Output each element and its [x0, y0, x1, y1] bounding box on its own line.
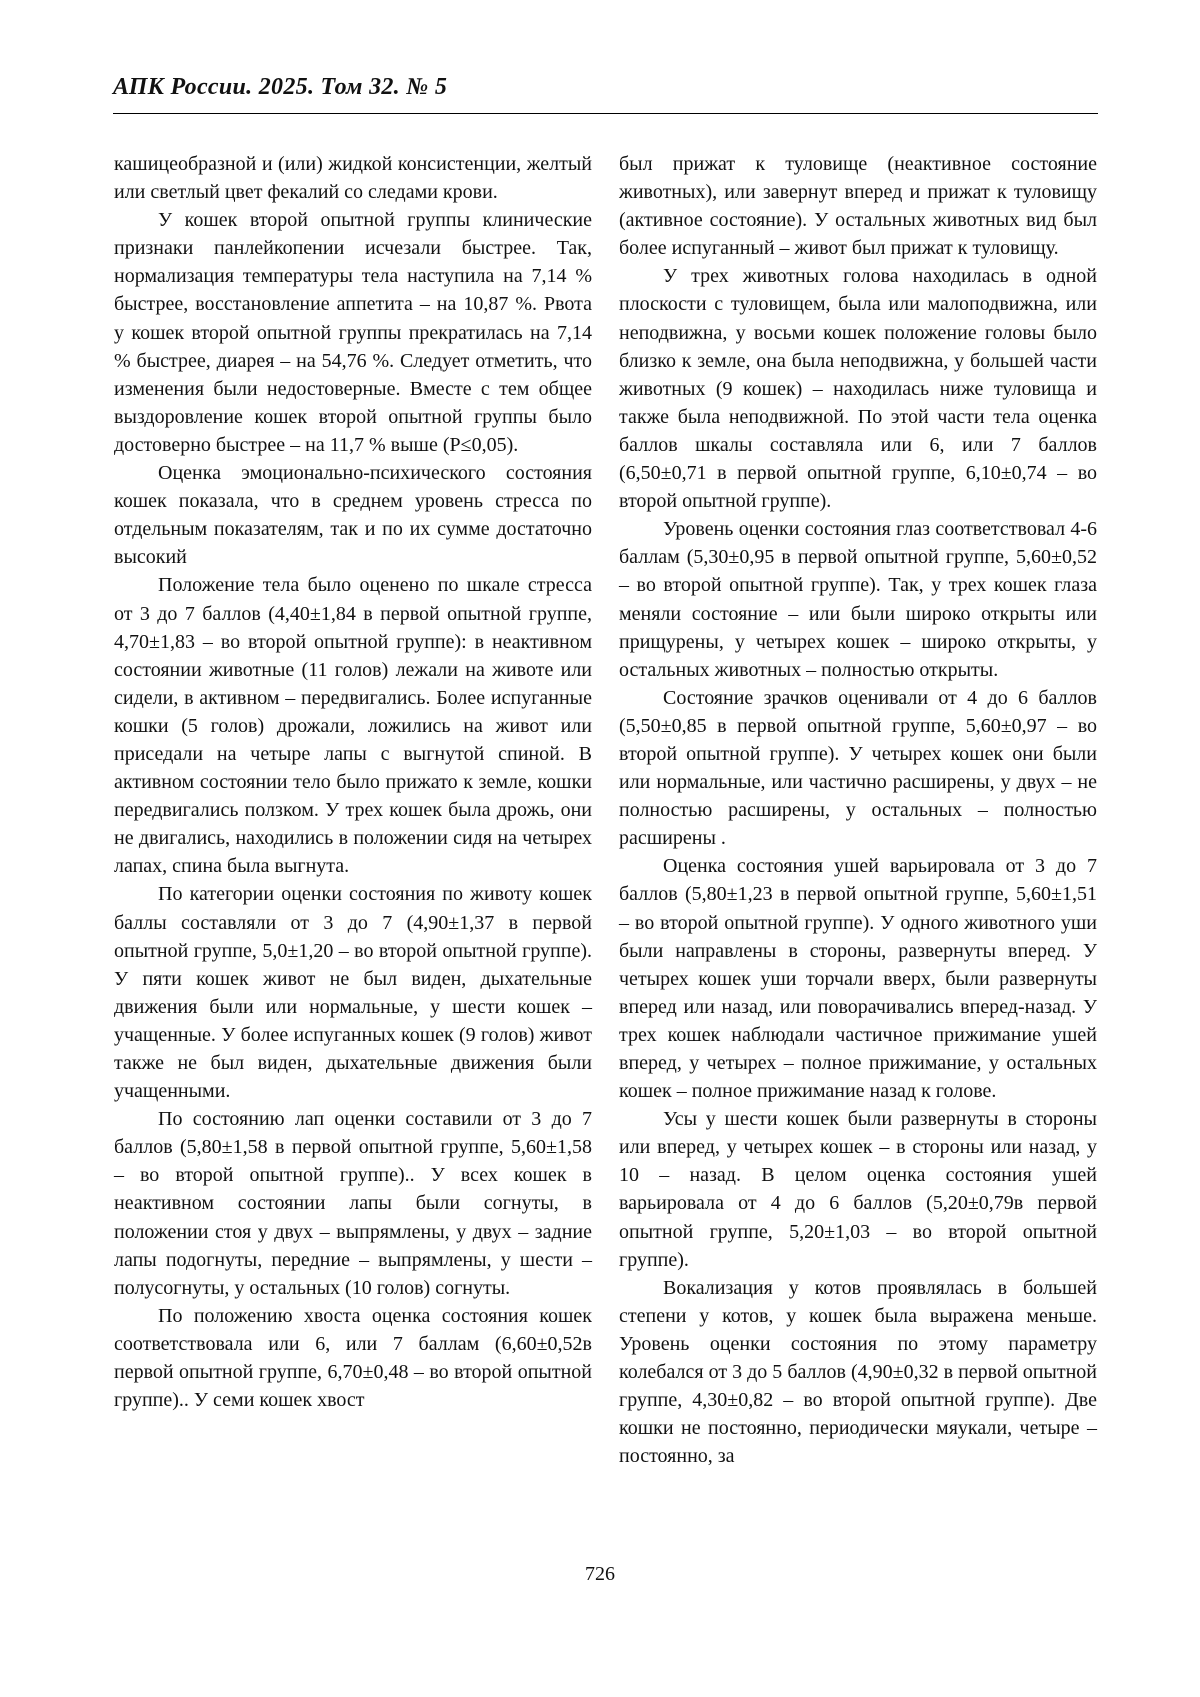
- paragraph: Оценка состояния ушей варьировала от 3 до 7 баллов (5,80±1,23 в первой опытной группе, 5,60±1,51 – во второй опытной группе). У одного животного уши были направлены в стороны, развернуты вперед. У четырех кошек уши торчали вверх, были развернуты вперед или назад, или поворачивались вперед-назад. У трех кошек наблюдали частичное прижимание ушей вперед, у четырех – полное прижимание, у остальных кошек – полное прижимание назад к голове.: [619, 855, 1097, 1103]
- paragraph: Состояние зрачков оценивали от 4 до 6 баллов (5,50±0,85 в первой опытной группе, 5,60±0,97 – во второй опытной группе). У четырех кошек они были или нормальные, или частично расширены, у двух – не полностью расширены, у остальных – полностью расширены .: [619, 686, 1097, 850]
- right-column: [619, 150, 1097, 1470]
- page-number: 726: [585, 1563, 615, 1585]
- paragraph: Оценка эмоционально-психического состояния кошек показала, что в среднем уровень стресса по отдельным показателям, так и по их сумме достаточно высокий: [114, 462, 592, 569]
- paragraph: Уровень оценки состояния глаз соответствовал 4-6 баллам (5,30±0,95 в первой опытной группе, 5,60±0,52 – во второй опытной группе). Так, у трех кошек глаза меняли состояние – или были широко открыты или прищурены, у четырех кошек – широко открыты, у остальных животных – полностью открыты.: [619, 518, 1097, 681]
- paragraph: По категории оценки состояния по животу кошек баллы составляли от 3 до 7 (4,90±1,37 в первой опытной группе, 5,0±1,20 – во второй опытной группе). У пяти кошек живот не был виден, дыхательные движения были или нормальные, у шести кошек – учащенные. У более испуганных кошек (9 голов) живот также не был виден, дыхательные движения были учащенными.: [114, 883, 592, 1103]
- paragraph: Усы у шести кошек были развернуты в стороны или вперед, у четырех кошек – в стороны или назад, у 10 – назад. В целом оценка состояния ушей варьировала от 4 до 6 баллов (5,20±0,79в первой опытной группе, 5,20±1,03 – во второй опытной группе).: [619, 1108, 1097, 1271]
- paragraph: У трех животных голова находилась в одной плоскости с туловищем, была или малоподвижна, или неподвижна, у восьми кошек положение головы было близко к земле, она была неподвижна, у большей части животных (9 кошек) – находилась ниже туловища и также была неподвижной. По этой части тела оценка баллов шкалы составляла или 6, или 7 баллов (6,50±0,71 в первой опытной группе, 6,10±0,74 – во второй опытной группе).: [619, 265, 1097, 513]
- paragraph: Вокализация у котов проявлялась в большей степени у котов, у кошек была выражена меньше. Уровень оценки состояния по этому параметру колебался от 3 до 5 баллов (4,90±0,32 в первой опытной группе, 4,30±0,82 – во второй опытной группе). Две кошки не постоянно, периодически мяукали, четыре – постоянно, за: [619, 1276, 1097, 1468]
- header-divider: [113, 113, 1098, 114]
- paragraph: По положению хвоста оценка состояния кошек соответствовала или 6, или 7 баллам (6,60±0,52в первой опытной группе, 6,70±0,48 – во второй опытной группе).. У семи кошек хвост: [114, 1304, 592, 1412]
- journal-title: АПК России. 2025. Том 32. № 5: [113, 74, 448, 100]
- paragraph: По состоянию лап оценки составили от 3 до 7 баллов (5,80±1,58 в первой опытной группе, 5,60±1,58 – во второй опытной группе).. У всех кошек в неактивном состоянии лапы были согнуты, в положении стоя у двух – выпрямлены, у двух – задние лапы подогнуты, передние – выпрямлены, у шести – полусогнуты, у остальных (10 голов) согнуты.: [114, 1108, 592, 1299]
- left-column: [114, 150, 592, 1414]
- running-header: [113, 74, 1098, 114]
- paragraph: Положение тела было оценено по шкале стресса от 3 до 7 баллов (4,40±1,84 в первой опытной группе, 4,70±1,83 – во второй опытной группе): в неактивном состоянии животные (11 голов) лежали на животе или сидели, в активном – передвигались. Более испуганные кошки (5 голов) дрожали, ложились на живот или приседали на четыре лапы с выгнутой спиной. В активном состоянии тело было прижато к земле, кошки передвигались ползком. У трех кошек была дрожь, они не двигались, находились в положении сидя на четырех лапах, спина была выгнута.: [114, 574, 592, 878]
- paragraph: У кошек второй опытной группы клинические признаки панлейкопении исчезали быстрее. Так, нормализация температуры тела наступила на 7,14 % быстрее, восстановление аппетита – на 10,87 %. Рвота у кошек второй опытной группы прекратилась на 7,14 % быстрее, диарея – на 54,76 %. Следует отметить, что изменения были недостоверные. Вместе с тем общее выздоровление кошек второй опытной группы было достоверно быстрее – на 11,7 % выше (P≤0,05).: [114, 209, 592, 456]
- paragraph: кашицеобразной и (или) жидкой консистенции, желтый или светлый цвет фекалий со следами крови.: [114, 153, 592, 204]
- paragraph: был прижат к туловище (неактивное состояние животных), или завернут вперед и прижат к туловищу (активное состояние). У остальных животных вид был более испуганный – живот был прижат к туловищу.: [619, 153, 1097, 260]
